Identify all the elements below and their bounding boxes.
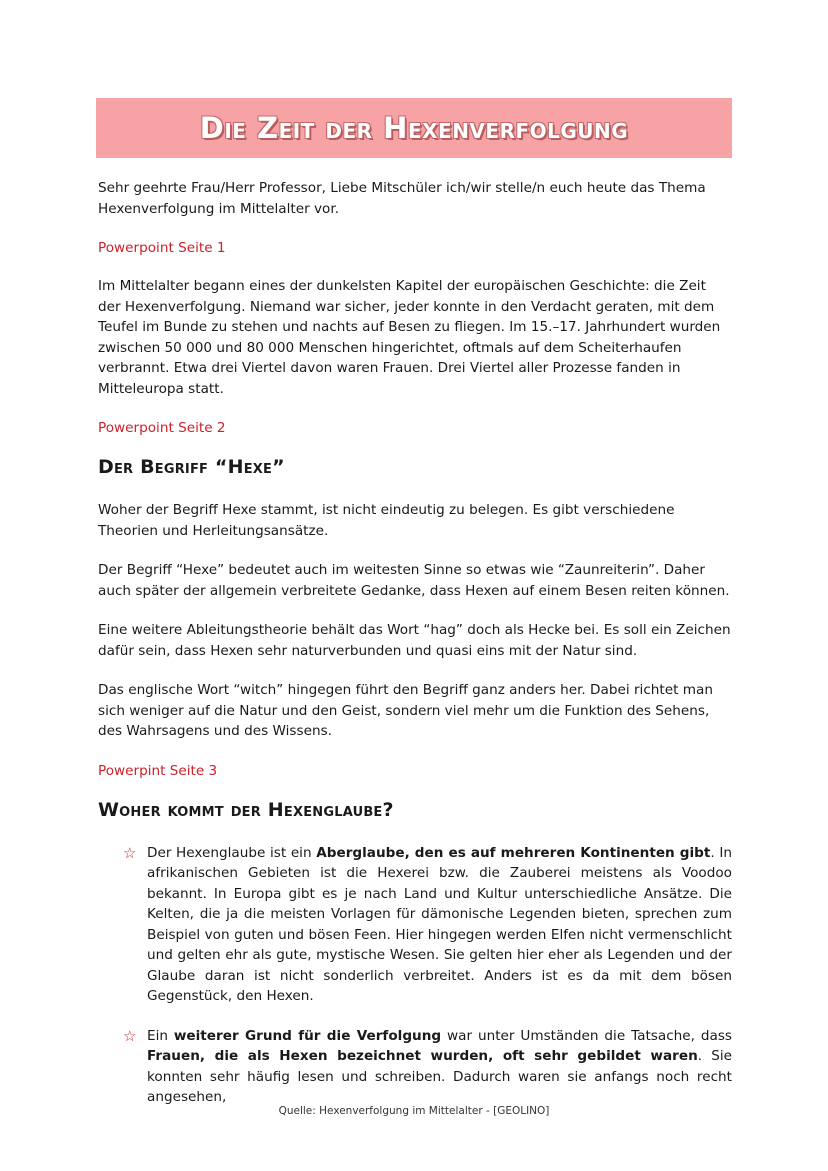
title-banner (96, 98, 732, 158)
paragraph-witch: Das englische Wort “witch” hingegen führt den Begriff ganz anders her. Dabei richtet man sich weniger auf die Natur und den Geist, sondern viel mehr um die Funktion des Sehens, des Wahrsagens und des Wissens. (98, 682, 713, 739)
document-content (98, 178, 732, 1127)
powerpoint-page-3-label: Powerpint Seite 3 (98, 762, 218, 779)
star-outline-icon: ☆ (123, 843, 137, 862)
paragraph-origin: Woher der Begriff Hexe stammt, ist nicht eindeutig zu belegen. Es gibt verschiedene Theorien und Herleitungsansätze. (98, 502, 675, 539)
paragraph-hag: Eine weitere Ableitungstheorie behält das Wort “hag” doch als Hecke bei. Es soll ein Zeichen dafür sein, dass Hexen sehr naturverbunden und quasi eins mit der Natur sind. (98, 622, 731, 659)
source-footer: Quelle: Hexenverfolgung im Mittelalter - [GEOLINO] (278, 1105, 550, 1117)
star-outline-icon: ☆ (123, 1026, 137, 1045)
bullet-list (98, 843, 732, 1108)
intro-paragraph: Sehr geehrte Frau/Herr Professor, Liebe Mitschüler ich/wir stelle/n euch heute das Thema Hexenverfolgung im Mittelalter vor. (98, 180, 706, 217)
page-title: Die Zeit der Hexenverfolgung (199, 111, 629, 145)
powerpoint-page-1-label: Powerpoint Seite 1 (98, 240, 226, 256)
list-item: ☆ Ein weiterer Grund für die Verfolgung war unter Umständen die Tatsache, dass Frauen, die als Hexen bezeichnet wurden, oft sehr gebildet waren. Sie konnten sehr häufig lesen und schreiben. Dadurch waren sie anfangs noch recht angesehen, (123, 1026, 732, 1105)
powerpoint-page-2-label: Powerpoint Seite 2 (98, 420, 226, 436)
heading-begriff-hexe: Der Begriff “Hexe” (98, 456, 285, 478)
paragraph-history: Im Mittelalter begann eines der dunkelsten Kapitel der europäischen Geschichte: die Zeit der Hexenverfolgung. Niemand war sicher, jeder konnte in den Verdacht geraten, mit dem Teufel im Bunde zu stehen und nachts auf Besen zu fliegen. Im 15.–17. Jahrhundert wurden zwischen 50 000 und 80 000 Menschen hingerichtet, oftmals auf dem Scheiterhaufen verbrannt. Etwa drei Viertel davon waren Frauen. Drei Viertel aller Prozesse fanden in Mitteleuropa statt. (98, 278, 721, 397)
paragraph-zaunreiterin: Der Begriff “Hexe” bedeutet auch im weitesten Sinne so etwas wie “Zaunreiterin”. Daher auch später der allgemein verbreitete Gedanke, dass Hexen auf einem Besen reiten können. (98, 562, 730, 599)
heading-hexenglaube: Woher kommt der Hexenglaube? (98, 798, 394, 821)
list-item: ☆ Der Hexenglaube ist ein Aberglaube, den es auf mehreren Kontinenten gibt. In afrikanischen Gebieten ist die Hexerei bzw. die Zauberei meistens als Voodoo bekannt. In Europa gibt es je nach Land und Kultur unterschiedliche Ansätze. Die Kelten, die ja die meisten Vorlagen für dämonische Legenden bieten, sprechen zum Beispiel von guten und bösen Feen. Hier hingegen werden Elfen nicht vermenschlicht und gelten ehr als gute, mystische Wesen. Sie gelten hier eher als Legenden und der Glaube daran ist nicht sonderlich verbreitet. Anders ist es da mit dem bösen Gegenstück, den Hexen. (123, 843, 732, 1004)
